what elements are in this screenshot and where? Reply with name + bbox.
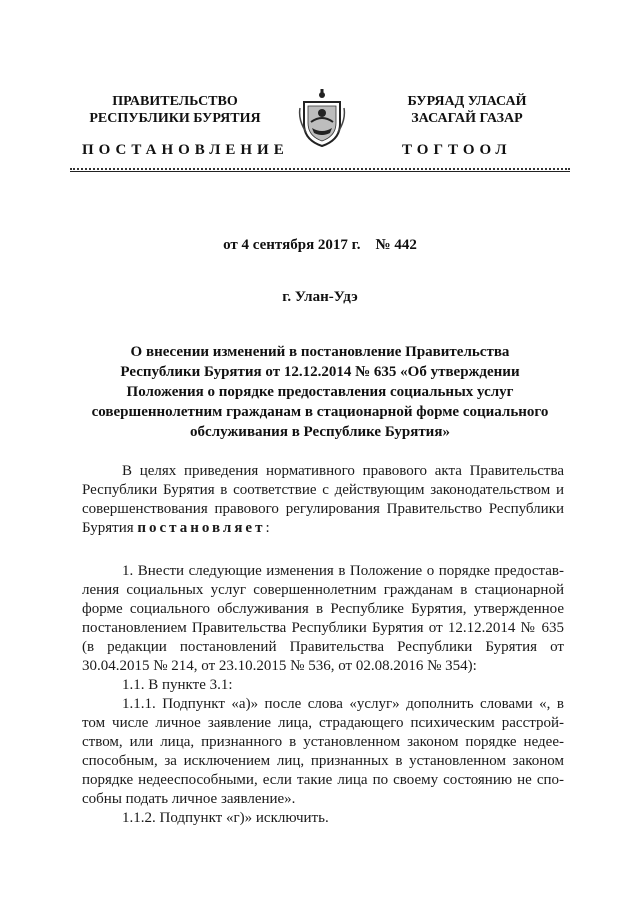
title-line: Положения о порядке предоставления социальных услуг (126, 384, 514, 400)
item-1-1-1-line: ством, или лица, признанного в установленном законом порядке недее- (82, 734, 564, 750)
item-1-1-1-line: способным, за исключением лиц, признанных в установленном законом (82, 753, 564, 769)
item-1-line: постановлением Правительства Республики Бурятия от 12.12.2014 № 635 (82, 620, 564, 636)
item-1-line: форме социального обслуживания в Республике Бурятия, утвержденное (82, 601, 564, 617)
preamble-last-suffix: : (265, 520, 270, 536)
issuer-buryat-line-1: БУРЯАД УЛАСАЙ (407, 94, 527, 109)
date-and-number: от 4 сентября 2017 г. № 442 (223, 237, 417, 253)
item-1-line: ления социальных услуг совершеннолетним гражданам в стационарной (82, 582, 564, 598)
item-1-1-1-line: собны подать личное заявление». (82, 791, 296, 807)
header-divider-dotted (70, 168, 570, 170)
item-1-1-2: 1.1.2. Подпункт «г)» исключить. (122, 810, 329, 826)
title-line: О внесении изменений в постановление Правительства (130, 344, 510, 360)
preamble-last-prefix: Бурятия (82, 520, 138, 536)
preamble-line: совершенствования правового регулирования Правительство Республики (82, 501, 564, 517)
issuer-buryat (372, 93, 562, 127)
operative-section (82, 562, 564, 828)
item-1-1-1-line: порядке недееспособными, если такие лица по своему состоянию не спо- (82, 772, 564, 788)
coat-of-arms-icon (298, 86, 346, 148)
title-line: обслуживания в Республике Бурятия» (190, 424, 450, 440)
document-title (90, 342, 550, 442)
title-line: совершеннолетним гражданам в стационарной форме социального (91, 404, 549, 420)
item-1-line: 1. Внести следующие изменения в Положение о порядке предостав- (122, 563, 564, 579)
item-1-line: 30.04.2015 № 214, от 23.10.2015 № 536, от 02.08.2016 № 354): (82, 658, 477, 674)
issuer-russian-line-1: ПРАВИТЕЛЬСТВО (112, 94, 238, 109)
preamble-last-line (82, 519, 564, 538)
item-1-1-1-line: том числе личное заявление лица, страдающего психическим расстрой- (82, 715, 564, 731)
issuer-russian (80, 93, 270, 127)
header-divider (70, 171, 570, 172)
preamble-paragraph (82, 462, 564, 538)
item-1-1-1-line: 1.1.1. Подпункт «а)» после слова «услуг» дополнить словами «, в (122, 696, 564, 712)
doc-type-russian: ПОСТАНОВЛЕНИЕ (82, 142, 289, 158)
item-1-1: 1.1. В пункте 3.1: (122, 677, 233, 693)
issuer-buryat-line-2: ЗАСАГАЙ ГАЗАР (411, 111, 523, 126)
doc-type-buryat: ТОГТООЛ (402, 142, 512, 158)
preamble-line: Республики Бурятия в соответствие с действующим законодательством и (82, 482, 564, 498)
resolves-word: постановляет (137, 520, 266, 536)
title-line: Республики Бурятия от 12.12.2014 № 635 «Об утверждении (120, 364, 520, 380)
preamble-line: В целях приведения нормативного правового акта Правительства (122, 463, 564, 479)
item-1-line: (в редакции постановлений Правительства Республики Бурятия от (82, 639, 564, 655)
issuer-russian-line-2: РЕСПУБЛИКИ БУРЯТИЯ (89, 111, 261, 126)
city: г. Улан-Удэ (282, 289, 358, 305)
